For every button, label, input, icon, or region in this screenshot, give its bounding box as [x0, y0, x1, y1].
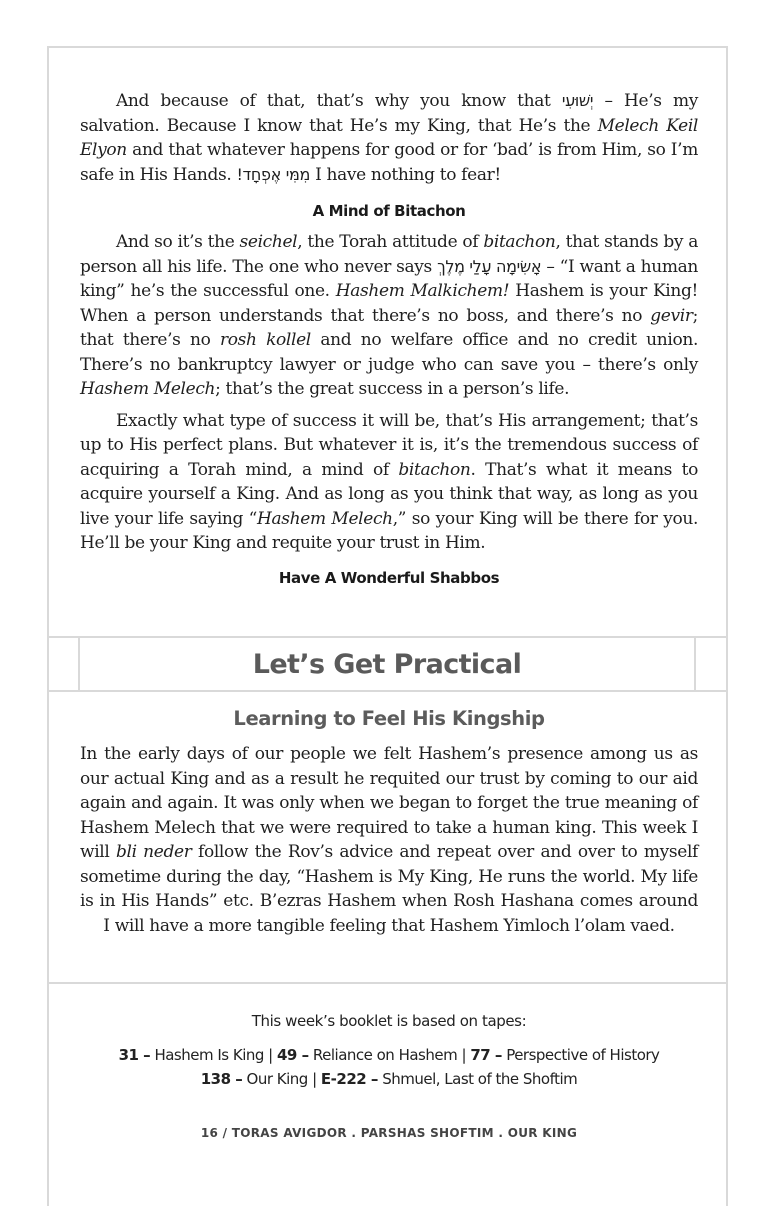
practical-band [49, 636, 726, 692]
hebrew-phrase: יְשׁוּעִי [561, 91, 594, 110]
practical-subtitle: Learning to Feel His Kingship [233, 707, 545, 730]
hebrew-phrase: אָשִׂימָה עָלַי מֶלֶךְ [437, 256, 542, 276]
tapes-line-2: 138 – Our King | E-222 – Shmuel, Last of the Shoftim [200, 1070, 578, 1088]
tape-item: E-222 – Shmuel, Last of the Shoftim [320, 1070, 578, 1088]
practical-title: Let’s Get Practical [252, 648, 522, 680]
section-divider [49, 982, 726, 984]
section-heading: A Mind of Bitachon [312, 202, 466, 220]
tapes-heading: This week’s booklet is based on tapes: [251, 1012, 527, 1030]
practical-title-box [78, 638, 696, 690]
tapes-line-1: 31 – Hashem Is King | 49 – Reliance on Hashem | 77 – Perspective of History [118, 1046, 660, 1064]
closing-line: Have A Wonderful Shabbos [278, 569, 500, 587]
article-body [80, 89, 698, 194]
tape-item: 31 – Hashem Is King [118, 1046, 264, 1064]
tape-item: 138 – Our King [200, 1070, 308, 1088]
tape-item: 77 – Perspective of History [470, 1046, 660, 1064]
paragraph-success: Exactly what type of success it will be, that’s His arrangement; that’s up to His perfect plans. But whatever it is, it’s the tremendous success of acquiring a Torah mind, a mind of bitachon. That’s what it means to acquire yourself a King. And as long as you think that way, as long as you live your life saying “Hashem Melech,” so your King will be there for you. He’ll be your King and requite your trust in Him. [80, 410, 699, 553]
paragraph-bitachon: And so it’s the seichel, the Torah attitude of bitachon, that stands by a person all his life. The one who never says אָשִׂימָה עָלַי מֶלֶךְ – “I want a human king” he’s the successful one. Hashem Malkichem! Hashem is your King! When a person understands that there’s no boss, and there’s no gevir; that there’s no rosh kollel and no welfare office and no credit union. There’s no bankruptcy lawyer or judge who can save you – there’s only Hashem Melech; that’s the great success in a person’s life. [80, 232, 699, 399]
page-frame [47, 46, 728, 1206]
hebrew-phrase: מִמִּי אֶפְחָד! [236, 164, 311, 184]
article-body-2 [80, 230, 698, 563]
practical-paragraph: In the early days of our people we felt Hashem’s presence among us as our actual King and as a result he requited our trust by coming to our aid again and again. It was only when we began to forget the true meaning of Hashem Melech that we were required to take a human king. This week I will bli neder follow the Rov’s advice and repeat over and over to myself sometime during the day, “Hashem is My King, He runs the world. My life is in His Hands” etc. B’ezras Hashem when Rosh Hashana comes around I will have a more tangible feeling that Hashem Yimloch l’olam vaed. [80, 744, 698, 936]
tape-item: 49 – Reliance on Hashem [277, 1046, 458, 1064]
page-footer: 16 / TORAS AVIGDOR . PARSHAS SHOFTIM . OUR KING [200, 1126, 578, 1140]
paragraph-salvation: And because of that, that’s why you know that יְשׁוּעִי – He’s my salvation. Because I know that He’s my King, that He’s the Melech Keil Elyon and that whatever happens for good or for ‘bad’ is from Him, so I’m safe in His Hands. מִמִּי אֶפְחָד! I have nothing to fear! [80, 91, 698, 185]
